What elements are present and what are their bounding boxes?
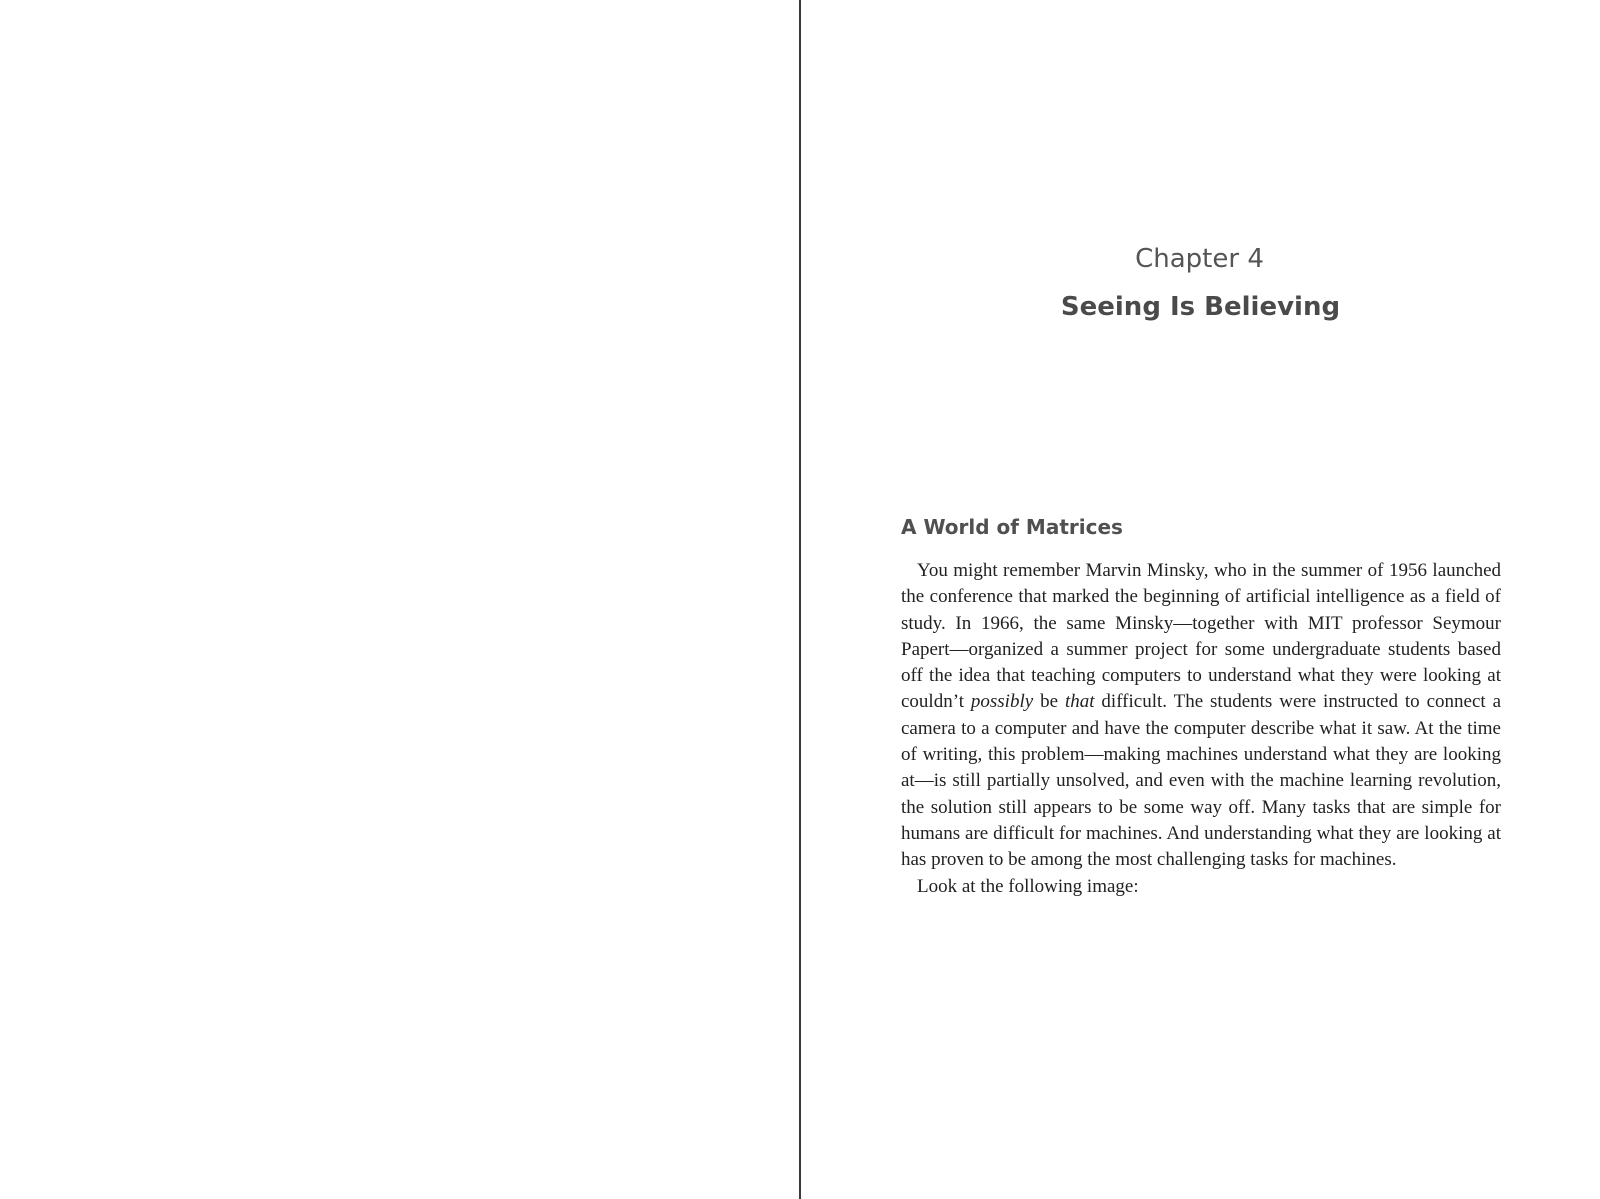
left-page-blank (0, 0, 799, 1199)
chapter-number: Chapter 4 (1135, 244, 1264, 274)
paragraph-1-text-a: You might remember Marvin Minsky, who in the summer of 1956 launched the conference that marked the beginning of artificial intelligence as a field of study. In 1966, the same Minsky—together with MIT professor Seymour Papert—organized a summer project for some undergraduate students based off the idea that teaching computers to understand what they were looking at couldn’t (901, 560, 1501, 713)
chapter-title: Seeing Is Believing (1060, 292, 1341, 322)
paragraph-1 (901, 558, 1501, 874)
paragraph-2: Look at the following image: (917, 875, 1139, 897)
right-page (801, 0, 1600, 1199)
emphasis-that: that (1064, 691, 1095, 713)
paragraph-1-text-c: difficult. The students were instructed to connect a camera to a computer and have the computer describe what it saw. At the time of writing, this problem—making machines understand what they are looking at—is still partially unsolved, and even with the machine learning revolution, the solution still appears to be some way off. Many tasks that are simple for humans are difficult for machines. And understanding what they are looking at has proven to be among the most challenging tasks for machines. (901, 691, 1501, 871)
emphasis-possibly: possibly (970, 691, 1034, 713)
section-heading: A World of Matrices (901, 515, 1123, 539)
paragraph-1-text-b: be (1033, 691, 1065, 713)
body-text (901, 558, 1501, 900)
